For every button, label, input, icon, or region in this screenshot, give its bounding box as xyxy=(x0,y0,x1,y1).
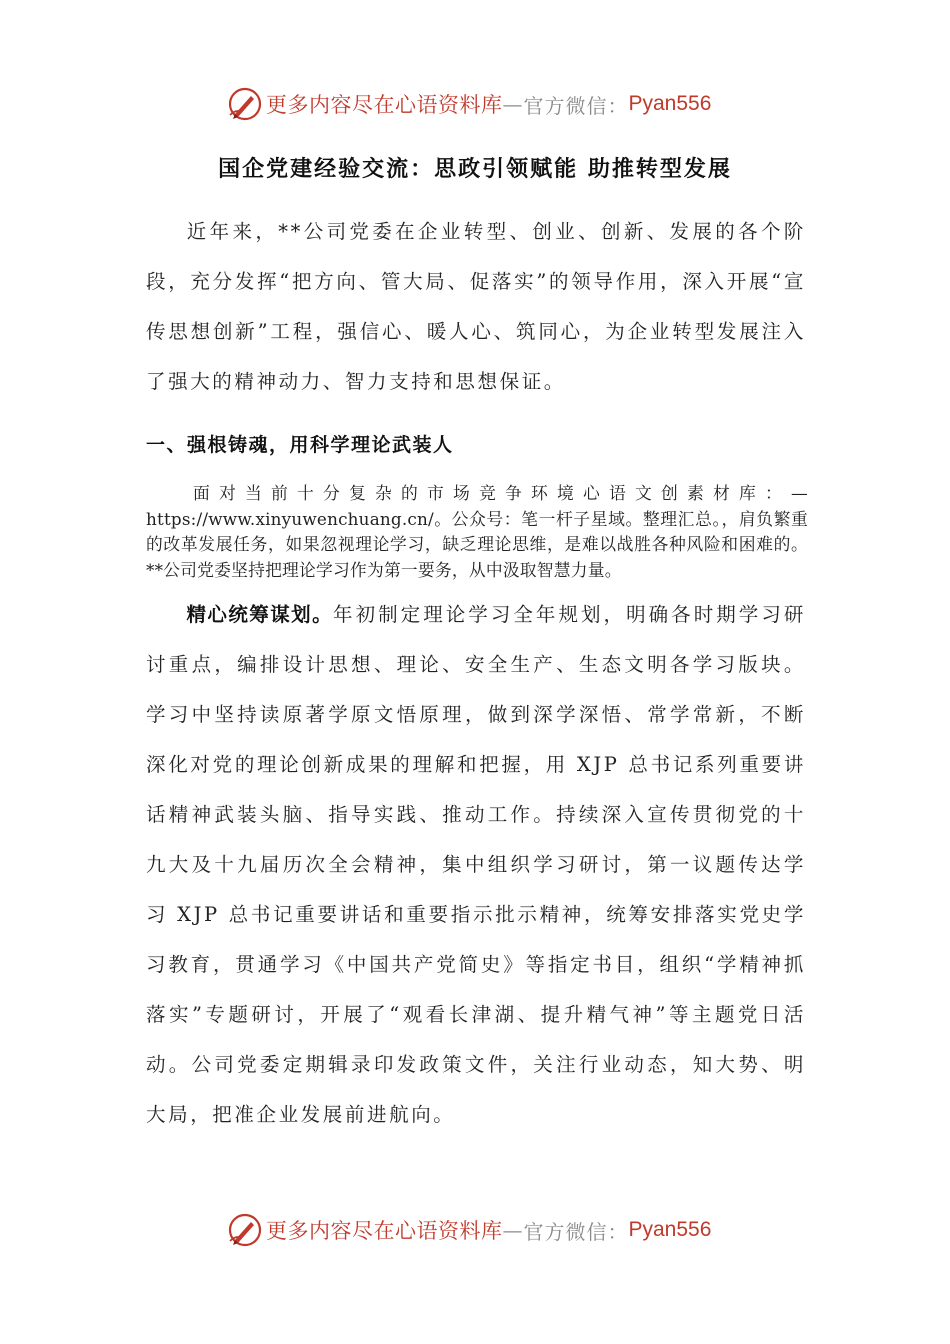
banner-label: 官方微信： xyxy=(523,93,629,118)
intro-text: 近年来，**公司党委在企业转型、创业、创新、发展的各个阶段，充分发挥“把方向、管大局、促落实”的领导作用，深入开展“宣传思想创新”工程，强信心、暖人心、筑同心，为企业转型发展注入了强大的精神动力、智力支持和思想保证。 xyxy=(146,220,806,393)
paragraph-lead-phrase: 精心统筹谋划。 xyxy=(186,603,334,626)
banner-text: 更多内容尽在心语资料库 xyxy=(266,1219,503,1243)
banner-dash: — xyxy=(502,92,524,116)
section-heading: 一、强根铸魂，用科学理论武装人 xyxy=(146,434,454,456)
banner-dash: — xyxy=(502,1218,524,1242)
section-paragraph-1 xyxy=(146,481,808,583)
pen-logo-icon xyxy=(226,85,264,123)
section-paragraph-2-text: 年初制定理论学习全年规划，明确各时期学习研讨重点，编排设计思想、理论、安全生产、生态文明各学习版块。学习中坚持读原著学原文悟原理，做到深学深悟、常学常新，不断深化对党的理论创新成果的理解和把握，用 XJP 总书记系列重要讲话精神武装头脑、指导实践、推动工作。持续深入宣传贯彻党的十九大及十九届历次全会精神，集中组织学习研讨，第一议题传达学习 XJP 总书记重要讲话和重要指示批示精神，统筹安排落实党史学习教育，贯通学习《中国共产党简史》等指定书目，组织“学精神抓落实”专题研讨，开展了“观看长津湖、提升精气神”等主题党日活动。公司党委定期辑录印发政策文件，关注行业动态，知大势、明大局，把准企业发展前进航向。 xyxy=(146,603,806,1126)
banner-wechat-id: Pyan556 xyxy=(628,92,712,115)
document-title: 国企党建经验交流：思政引领赋能 助推转型发展 xyxy=(218,157,732,182)
banner-wechat-id: Pyan556 xyxy=(628,1218,712,1241)
section-paragraph-2 xyxy=(146,590,806,1140)
header-watermark-banner xyxy=(226,84,711,124)
pen-logo-icon xyxy=(226,1211,264,1249)
intro-paragraph xyxy=(146,207,806,407)
section-paragraph-1-text: 面对当前十分复杂的市场竞争环境心语文创素材库：—https://www.xinyuwenchuang.cn/。公众号：笔一杆子星域。整理汇总。，肩负繁重的改革发展任务，如果忽视理论学习，缺乏理论思维，是难以战胜各种风险和困难的。**公司党委坚持把理论学习作为第一要务，从中汲取智慧力量。 xyxy=(146,483,808,580)
footer-watermark-banner xyxy=(226,1210,711,1250)
banner-text: 更多内容尽在心语资料库 xyxy=(266,93,503,117)
banner-label: 官方微信： xyxy=(523,1219,629,1244)
